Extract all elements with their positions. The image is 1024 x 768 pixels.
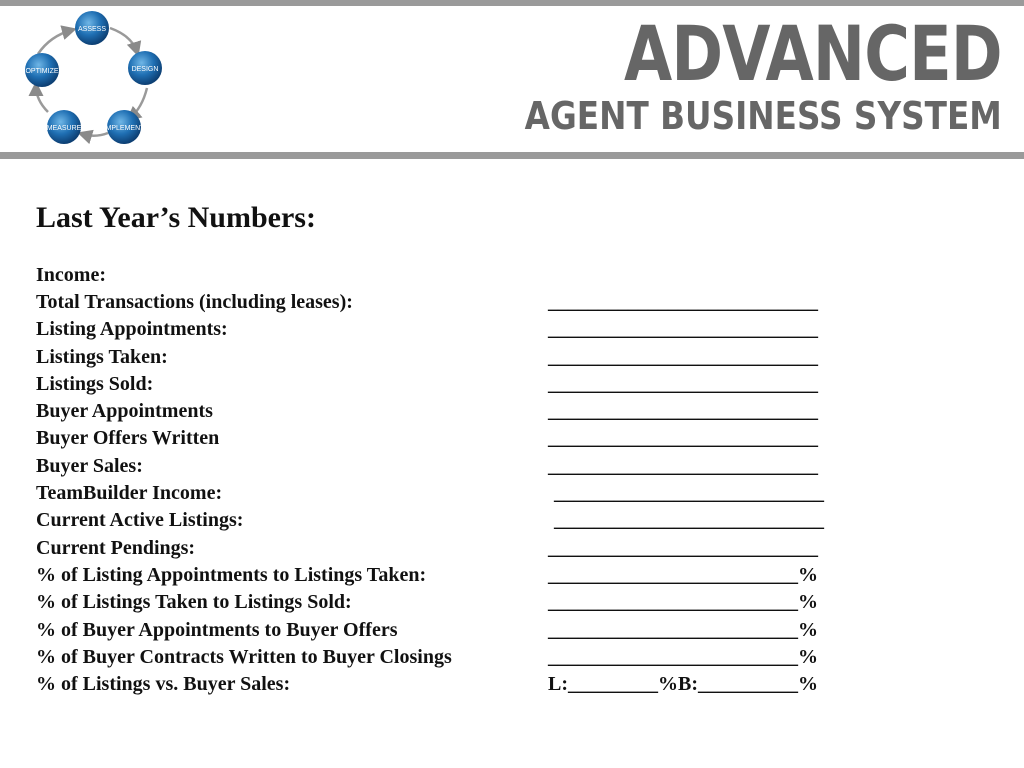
list-item [36,507,876,534]
brand-title: ADVANCED [624,9,1002,98]
blank-field: ___________________________ [548,400,818,423]
svg-text:OPTIMIZE: OPTIMIZE [25,68,59,75]
blank-field: ___________________________ [548,345,818,368]
blank-field: _________________________% [548,618,818,641]
row-label: Listings Sold: [36,372,154,395]
svg-text:DESIGN: DESIGN [131,66,159,73]
list-item [36,316,876,343]
numbers-list [36,289,876,698]
blank-field: ___________________________ [548,536,818,559]
blank-field: ___________________________ [548,291,818,313]
row-label: Total Transactions (including leases): [36,291,353,313]
cycle-arrow [82,133,108,136]
svg-text:ASSESS: ASSESS [77,26,107,33]
brand-subtitle: AGENT BUSINESS SYSTEM [524,94,1002,138]
list-item [36,344,876,371]
row-label: Current Pendings: [36,536,196,559]
row-label: Listings Taken: [36,345,168,368]
top-divider-bar [0,0,1024,6]
cycle-node-measure [47,110,82,144]
blank-field: ___________________________ [548,454,818,477]
list-item [36,535,876,562]
page-title: Last Year’s Numbers: [36,201,316,234]
blank-field: _________________________% [548,591,818,614]
svg-text:MEASURE: MEASURE [46,125,82,132]
list-item [36,589,876,616]
list-item [36,671,876,698]
blank-field: ___________________________ [548,427,818,450]
cycle-diagram [20,8,170,148]
blank-field: ___________________________ [548,372,818,395]
list-item [36,425,876,452]
row-label: % of Listing Appointments to Listings Taken: [36,563,427,586]
list-item [36,480,876,507]
list-item [36,371,876,398]
cycle-arrow [38,30,72,54]
blank-field: L:_________%B:__________% [548,673,818,696]
row-label: Buyer Sales: [36,454,143,477]
cycle-logo [20,8,170,148]
row-label: TeamBuilder Income: [36,482,223,505]
cycle-node-design [128,51,162,85]
blank-field: ___________________________ [548,318,818,341]
row-label: % of Buyer Appointments to Buyer Offers [36,618,398,641]
cycle-node-implement [104,110,146,144]
brand-logo [447,9,1002,138]
income-label: Income: [36,264,106,286]
row-label: Buyer Offers Written [36,427,220,450]
list-item [36,398,876,425]
blank-field: ___________________________ [554,509,824,532]
svg-text:IMPLEMENT: IMPLEMENT [103,125,145,132]
list-item [36,644,876,671]
cycle-arrow [110,28,137,52]
list-item [36,453,876,480]
row-label: % of Buyer Contracts Written to Buyer Closings [36,645,452,668]
cycle-node-optimize [25,53,59,87]
row-label: Listing Appointments: [36,318,228,341]
blank-field: ___________________________ [554,482,824,505]
row-label: Current Active Listings: [36,509,244,532]
cycle-node-assess [75,11,109,45]
cycle-arrow [36,86,48,112]
row-label: % of Listings Taken to Listings Sold: [36,591,352,614]
header-divider-bar [0,152,1024,159]
blank-field: _________________________% [548,645,818,668]
blank-field: _________________________% [548,563,818,586]
list-item [36,562,876,589]
list-item [36,289,876,316]
row-label: % of Listings vs. Buyer Sales: [36,673,291,696]
row-label: Buyer Appointments [36,400,213,423]
list-item [36,617,876,644]
